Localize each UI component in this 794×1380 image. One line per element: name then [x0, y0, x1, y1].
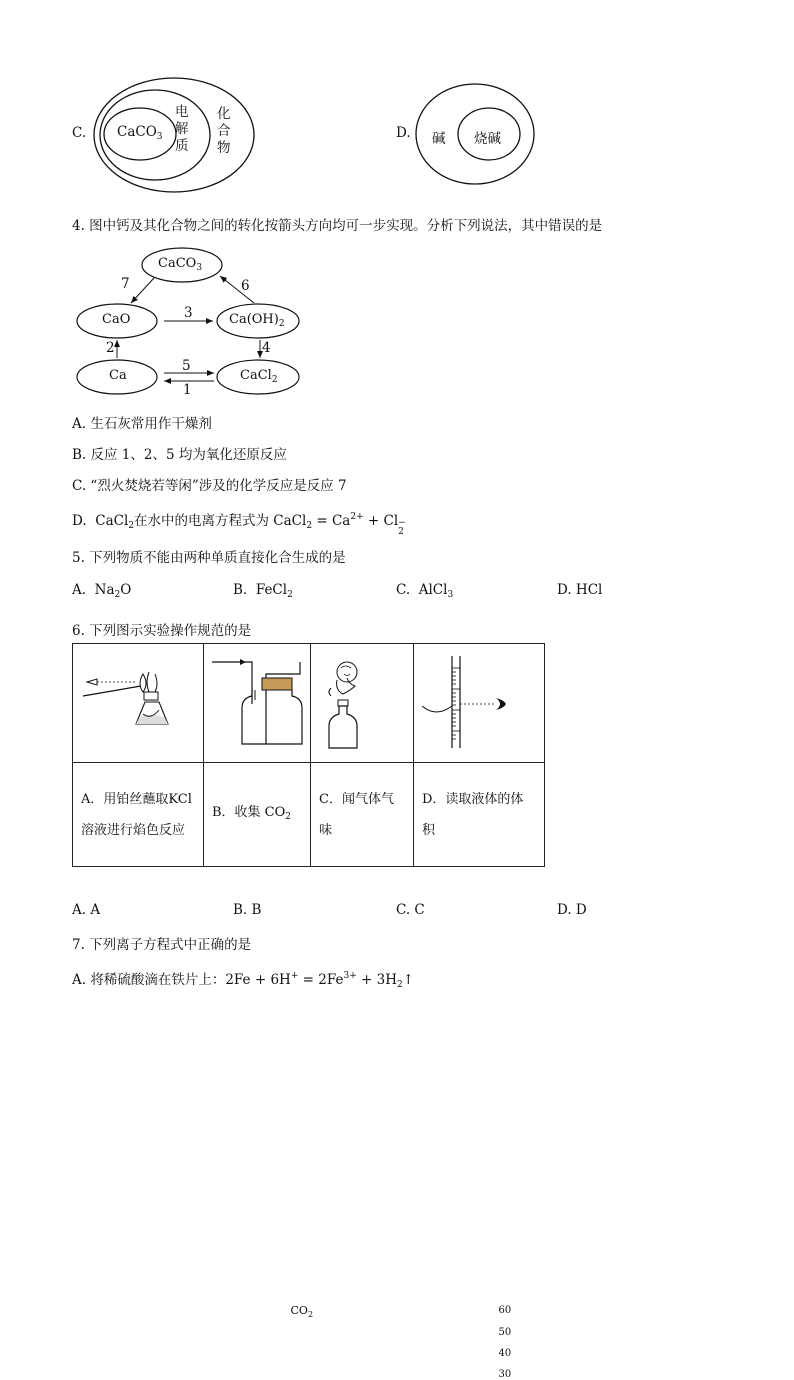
cylinder-tick-30: 30: [498, 1368, 512, 1380]
cylinder-tick-40: 40: [498, 1347, 512, 1359]
caption-d: D．读取液体的体积: [414, 763, 545, 867]
node-cacl2: CaCl$_2$: [240, 368, 278, 385]
q5-option-b: B. FeCl$_2$: [233, 582, 293, 600]
node-cao: CaO: [102, 312, 131, 327]
q5-stem: 5. 下列物质不能由两种单质直接化合生成的是: [72, 550, 346, 566]
q4-option-a: A. 生石灰常用作干燥剂: [72, 416, 212, 432]
q7-option-a: A. 将稀硫酸滴在铁片上：$2Fe + 6H^+ = 2Fe^{3+}$ + $3H_2↑$: [72, 971, 415, 990]
arrow-label-4: 4: [262, 340, 271, 356]
node-ca: Ca: [109, 368, 127, 383]
arrow-label-6: 6: [241, 278, 250, 294]
option-c-label: C.: [72, 125, 87, 141]
arrow-label-1: 1: [183, 382, 192, 398]
q5-option-c: C. AlCl$_3$: [396, 582, 454, 600]
flame-test-figure: [73, 644, 204, 763]
arrow-label-7: 7: [121, 276, 130, 292]
node-caoh2: $Ca(OH)_2$: [229, 312, 285, 329]
q4-stem: 4. 图中钙及其化合物之间的转化按箭头方向均可一步实现。分析下列说法，其中错误的是: [72, 218, 603, 234]
smell-gas-figure: [311, 644, 414, 763]
q5-option-d: D. HCl: [557, 582, 603, 598]
q6-answer-d: D. D: [557, 902, 587, 918]
co2-figure-label: $CO_2$: [290, 1303, 314, 1319]
cylinder-tick-60: 60: [498, 1304, 512, 1316]
compound-label: 化 合 物: [217, 106, 231, 156]
cylinder-tick-50: 50: [498, 1326, 512, 1338]
q4-option-c: C. “烈火焚烧若等闲”涉及的化学反应是反应 7: [72, 478, 347, 494]
caustic-soda-label: 烧碱: [474, 131, 501, 147]
co2-collection-illustration: [204, 644, 310, 758]
q5-option-a: A. $Na_2O$: [72, 582, 132, 600]
caption-b: B．收集 $CO_2$: [204, 763, 311, 867]
graduated-cylinder-illustration: [414, 644, 544, 758]
electrolyte-label: 电 解 质: [175, 104, 189, 154]
arrow-label-2: 2: [106, 340, 115, 356]
q4-option-d: D. CaCl$_2$在水中的电离方程式为 CaCl$_2$ = $Ca^{2+} + Cl$ − 2: [72, 512, 406, 537]
q6-answer-a: A. A: [72, 902, 101, 918]
caption-c: C．闻气体气味: [311, 763, 414, 867]
smell-gas-illustration: [311, 644, 413, 758]
q4-option-b: B. 反应 1、2、5 均为氧化还原反应: [72, 447, 287, 463]
arrow-label-5: 5: [182, 358, 191, 374]
caco3-label: CaCO$_3$: [117, 124, 163, 142]
q6-stem: 6. 下列图示实验操作规范的是: [72, 623, 252, 639]
caption-a: A．用铂丝蘸取KCl 溶液进行焰色反应: [73, 763, 204, 867]
q7-stem: 7. 下列离子方程式中正确的是: [72, 937, 252, 953]
q6-answer-b: B. B: [233, 902, 262, 918]
flame-test-illustration: [73, 644, 203, 758]
base-label: 碱: [432, 131, 446, 147]
arrow-label-3: 3: [184, 305, 193, 321]
node-caco3: CaCO$_3$: [158, 256, 203, 273]
option-d-label: D.: [396, 125, 411, 141]
q6-answer-c: C. C: [396, 902, 425, 918]
